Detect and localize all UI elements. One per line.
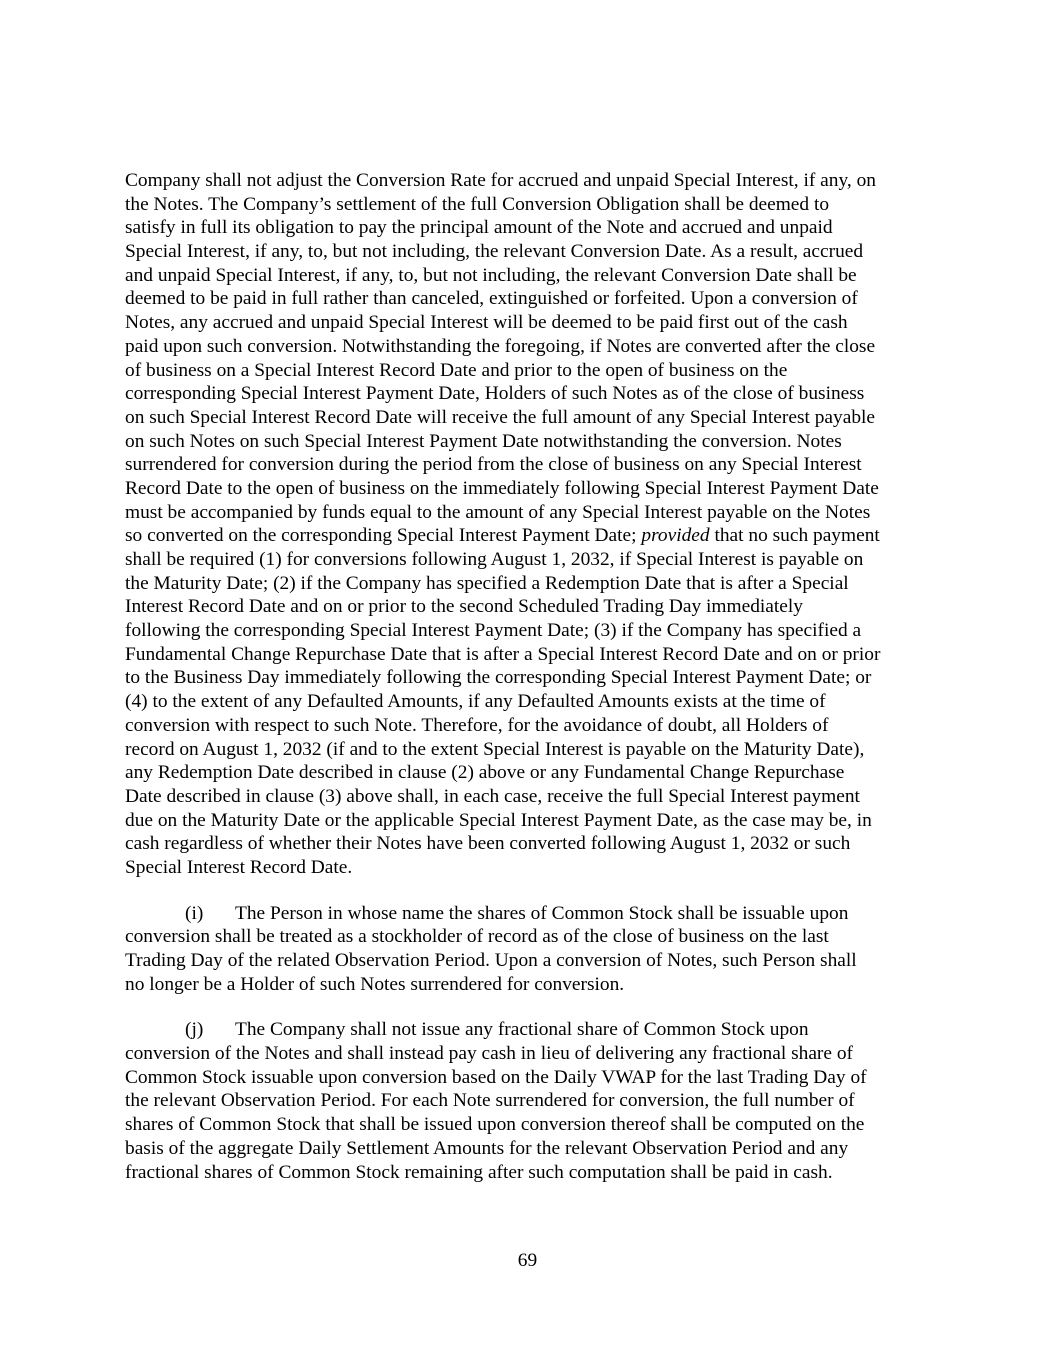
paragraph-line: record on August 1, 2032 (if and to the extent Special Interest is payable on the Maturity Date), (125, 738, 865, 760)
paragraph-line: to the Business Day immediately following the corresponding Special Interest Payment Date; or (125, 667, 872, 689)
paragraph-line: any Redemption Date described in clause (2) above or any Fundamental Change Repurchase (125, 762, 845, 784)
paragraph-line: the Maturity Date; (2) if the Company has specified a Redemption Date that is after a Special (125, 572, 849, 594)
paragraph-line: following the corresponding Special Interest Payment Date; (3) if the Company has specified a (125, 620, 862, 642)
paragraph-line: Special Interest, if any, to, but not including, the relevant Conversion Date. As a result, accrued (125, 241, 864, 263)
paragraph-line: shall be required (1) for conversions following August 1, 2032, if Special Interest is payable on (125, 549, 864, 570)
clause-label: (i) (185, 902, 204, 924)
paragraph-line: Record Date to the open of business on the immediately following Special Interest Payment Date (125, 477, 879, 499)
paragraph-h (125, 169, 940, 880)
paragraph-line: due on the Maturity Date or the applicable Special Interest Payment Date, as the case may be, in (125, 809, 872, 831)
paragraph-line: satisfy in full its obligation to pay the principal amount of the Note and accrued and unpaid (125, 217, 833, 239)
first-line-text: The Person in whose name the shares of Common Stock shall be issuable upon (235, 902, 849, 924)
clause-label: (j) (185, 1019, 204, 1041)
paragraph-line: shares of Common Stock that shall be issued upon conversion thereof shall be computed on the (125, 1114, 865, 1136)
paragraph-line: Trading Day of the related Observation Period. Upon a conversion of Notes, such Person shall (125, 950, 857, 971)
paragraph-line-provided (125, 524, 940, 548)
paragraph-j (125, 1018, 940, 1184)
paragraph-line: the Notes. The Company’s settlement of the full Conversion Obligation shall be deemed to (125, 193, 830, 215)
paragraph-line: Fundamental Change Repurchase Date that is after a Special Interest Record Date and on or prior (125, 643, 881, 665)
paragraph-line: Notes, any accrued and unpaid Special Interest will be deemed to be paid first out of the cash (125, 312, 848, 334)
paragraph-line: Special Interest Record Date. (125, 856, 353, 878)
document-body (125, 169, 940, 1184)
paragraph-line: Company shall not adjust the Conversion Rate for accrued and unpaid Special Interest, if any, on (125, 170, 877, 191)
paragraph-line: must be accompanied by funds equal to the amount of any Special Interest payable on the Notes (125, 501, 871, 523)
paragraph-line: the relevant Observation Period. For each Note surrendered for conversion, the full number of (125, 1090, 855, 1112)
paragraph-line: no longer be a Holder of such Notes surrendered for conversion. (125, 973, 625, 995)
paragraph-line: on such Notes on such Special Interest Payment Date notwithstanding the conversion. Notes (125, 430, 842, 452)
paragraph-spacer (125, 996, 940, 1018)
paragraph-line: (4) to the extent of any Defaulted Amounts, if any Defaulted Amounts exists at the time of (125, 691, 826, 713)
provided-after: that no such payment (709, 525, 880, 547)
paragraph-line: conversion shall be treated as a stockholder of record as of the close of business on the last (125, 926, 829, 948)
paragraph-line: Interest Record Date and on or prior to the second Scheduled Trading Day immediately (125, 596, 803, 618)
paragraph-line: basis of the aggregate Daily Settlement Amounts for the relevant Observation Period and any (125, 1137, 849, 1159)
first-line-text: The Company shall not issue any fractional share of Common Stock upon (235, 1019, 809, 1041)
provided-before: so converted on the corresponding Special Interest Payment Date; (125, 525, 642, 547)
paragraph-first-line (125, 902, 940, 926)
paragraph-spacer (125, 880, 940, 902)
paragraph-line: of business on a Special Interest Record Date and prior to the open of business on the (125, 359, 788, 381)
page-number: 69 (517, 1250, 538, 1271)
paragraph-line: fractional shares of Common Stock remaining after such computation shall be paid in cash. (125, 1161, 833, 1183)
paragraph-line: conversion with respect to such Note. Therefore, for the avoidance of doubt, all Holders of (125, 714, 829, 736)
paragraph-line: paid upon such conversion. Notwithstanding the foregoing, if Notes are converted after the close (125, 335, 876, 357)
paragraph-line: and unpaid Special Interest, if any, to, but not including, the relevant Conversion Date shall be (125, 264, 857, 286)
paragraph-line: surrendered for conversion during the period from the close of business on any Special Interest (125, 454, 862, 476)
provided-italic: provided (641, 525, 710, 547)
paragraph-line: on such Special Interest Record Date will receive the full amount of any Special Interest payable (125, 406, 876, 428)
paragraph-line: conversion of the Notes and shall instead pay cash in lieu of delivering any fractional share of (125, 1043, 853, 1065)
paragraph-line: Date described in clause (3) above shall, in each case, receive the full Special Interest payment (125, 785, 860, 807)
paragraph-i (125, 902, 940, 997)
paragraph-line: Common Stock issuable upon conversion based on the Daily VWAP for the last Trading Day of (125, 1066, 867, 1088)
paragraph-first-line (125, 1018, 940, 1042)
paragraph-line: cash regardless of whether their Notes have been converted following August 1, 2032 or such (125, 833, 851, 855)
paragraph-line: corresponding Special Interest Payment Date, Holders of such Notes as of the close of business (125, 383, 865, 405)
paragraph-line: deemed to be paid in full rather than canceled, extinguished or forfeited. Upon a conversion of (125, 288, 858, 310)
